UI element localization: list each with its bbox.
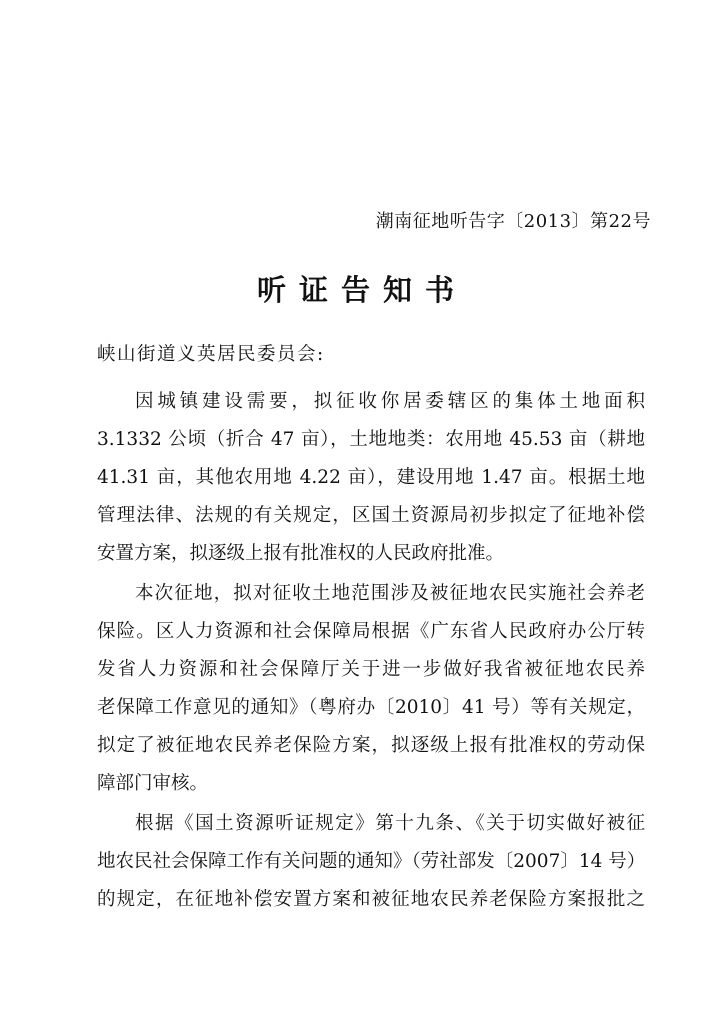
paragraph-3-line-2: 地农民社会保障工作有关问题的通知》（劳社部发〔2007〕14 号） — [97, 851, 646, 872]
addressee: 峡山街道义英居民委员会: — [97, 344, 325, 365]
paragraph-1-line-3: 41.31 亩，其他农用地 4.22 亩），建设用地 1.47 亩。根据土地 — [97, 467, 645, 488]
document-title: 听证告知书 — [256, 273, 467, 307]
paragraph-2-line-2: 保险。区人力资源和社会保障局根据《广东省人民政府办公厅转 — [97, 621, 645, 642]
paragraph-3-line-1: 根据《国土资源听证规定》第十九条、《关于切实做好被征 — [135, 813, 645, 834]
paragraph-3-line-3: 的规定，在征地补偿安置方案和被征地农民养老保险方案报批之 — [97, 889, 645, 910]
paragraph-2-line-5: 拟定了被征地农民养老保险方案，拟逐级上报有批准权的劳动保 — [97, 735, 645, 756]
paragraph-2-line-3: 发省人力资源和社会保障厅关于进一步做好我省被征地农民养 — [97, 659, 645, 680]
reference-number: 潮南征地听告字〔2013〕第22号 — [375, 211, 651, 232]
paragraph-1-line-5: 安置方案，拟逐级上报有批准权的人民政府批准。 — [97, 543, 505, 564]
paragraph-2-line-1: 本次征地，拟对征收土地范围涉及被征地农民实施社会养老 — [135, 583, 645, 604]
paragraph-2-line-6: 障部门审核。 — [97, 773, 209, 794]
paragraph-2-line-4: 老保障工作意见的通知》（粤府办〔2010〕41 号）等有关规定， — [97, 697, 645, 718]
paragraph-1-line-1: 因城镇建设需要，拟征收你居委辖区的集体土地面积 — [135, 391, 645, 412]
paragraph-1-line-4: 管理法律、法规的有关规定，区国土资源局初步拟定了征地补偿 — [97, 505, 645, 526]
paragraph-1-line-2: 3.1332 公顷（折合 47 亩），土地地类：农用地 45.53 亩（耕地 — [97, 429, 645, 450]
